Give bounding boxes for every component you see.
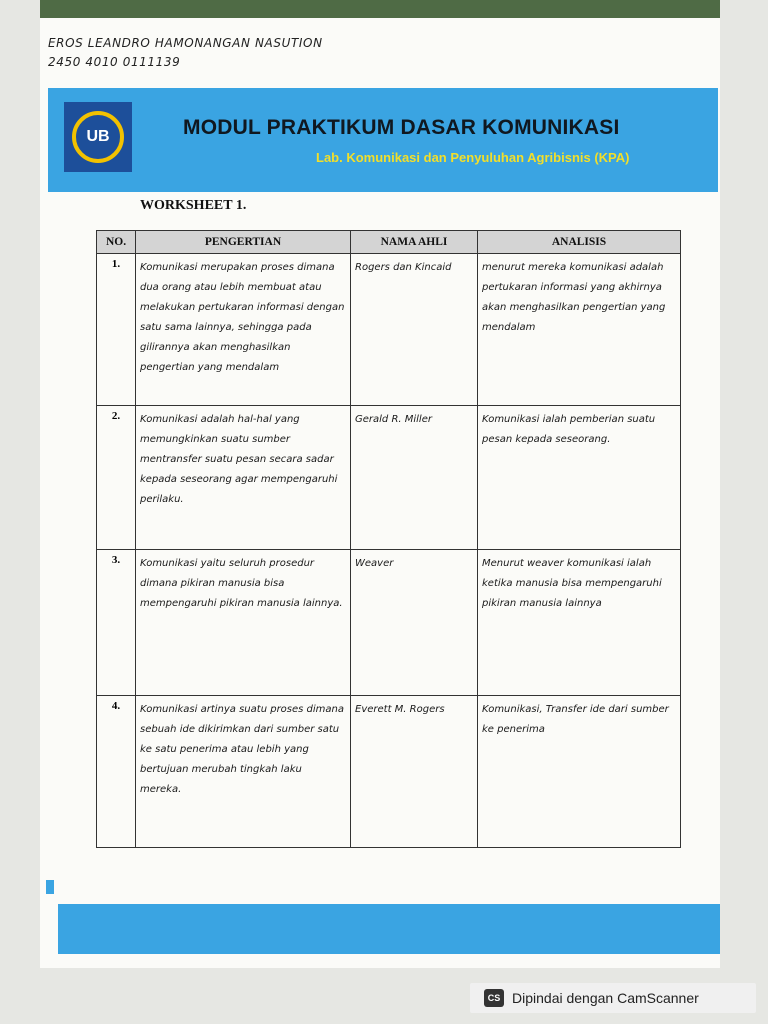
table-row [97, 550, 681, 696]
table-row [97, 696, 681, 848]
table-row [97, 254, 681, 406]
camscanner-watermark [470, 983, 756, 1013]
worksheet-table [96, 230, 681, 848]
student-nim: 2450 4010 0111139 [48, 55, 181, 69]
row-ahli: Everett M. Rogers [351, 696, 478, 848]
table-row [97, 406, 681, 550]
row-no: 4. [97, 696, 136, 848]
row-pengertian: Komunikasi yaitu seluruh prosedur dimana pikiran manusia bisa mempengaruhi pikiran manusia lainnya. [136, 550, 351, 696]
page-title: MODUL PRAKTIKUM DASAR KOMUNIKASI [183, 116, 620, 139]
page-subtitle: Lab. Komunikasi dan Penyuluhan Agribisnis (KPA) [316, 150, 630, 165]
row-analisis: Menurut weaver komunikasi ialah ketika manusia bisa mempengaruhi pikiran manusia lainnya [478, 550, 681, 696]
row-no: 1. [97, 254, 136, 406]
ub-logo [64, 102, 132, 172]
worksheet-title: WORKSHEET 1. [140, 198, 247, 213]
header-analisis: ANALISIS [478, 231, 681, 254]
row-no: 2. [97, 406, 136, 550]
row-pengertian: Komunikasi artinya suatu proses dimana sebuah ide dikirimkan dari sumber satu ke satu penerima atau lebih yang bertujuan merubah tingkah laku mereka. [136, 696, 351, 848]
header-pengertian: PENGERTIAN [136, 231, 351, 254]
logo-text: UB [72, 111, 124, 163]
camscanner-icon: CS [484, 989, 504, 1007]
row-ahli: Rogers dan Kincaid [351, 254, 478, 406]
camscanner-text: Dipindai dengan CamScanner [512, 990, 699, 1006]
row-ahli: Gerald R. Miller [351, 406, 478, 550]
student-name: EROS LEANDRO HAMONANGAN NASUTION [48, 36, 323, 50]
header-nama-ahli: NAMA AHLI [351, 231, 478, 254]
row-ahli: Weaver [351, 550, 478, 696]
row-pengertian: Komunikasi adalah hal-hal yang memungkinkan suatu sumber mentransfer suatu pesan secara sadar kepada seseorang agar mempengaruhi perilaku. [136, 406, 351, 550]
row-no: 3. [97, 550, 136, 696]
top-strip [40, 0, 720, 18]
footer-band [58, 904, 720, 954]
footer-mark [46, 880, 54, 894]
header-no: NO. [97, 231, 136, 254]
table-header-row [97, 231, 681, 254]
row-analisis: Komunikasi, Transfer ide dari sumber ke penerima [478, 696, 681, 848]
row-analisis: Komunikasi ialah pemberian suatu pesan kepada seseorang. [478, 406, 681, 550]
header-band [48, 88, 718, 192]
row-pengertian: Komunikasi merupakan proses dimana dua orang atau lebih membuat atau melakukan pertukaran informasi dengan satu sama lainnya, sehingga pada gilirannya akan menghasilkan pengertian yang mendalam [136, 254, 351, 406]
row-analisis: menurut mereka komunikasi adalah pertukaran informasi yang akhirnya akan menghasilkan pengertian yang mendalam [478, 254, 681, 406]
